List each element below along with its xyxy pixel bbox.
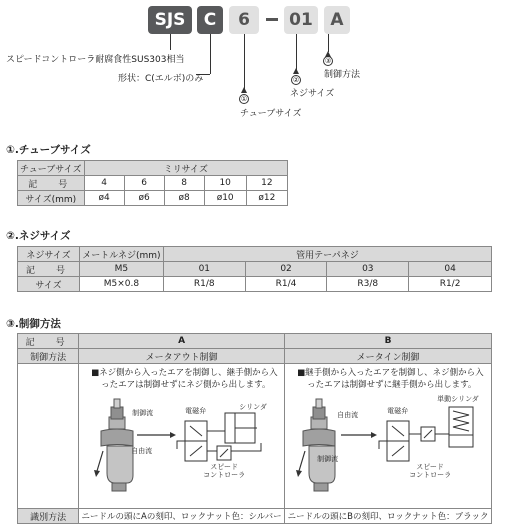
thread-size-title: ②.ネジサイズ	[6, 230, 71, 242]
marker-thread: ②	[292, 76, 300, 84]
tube-size: ø12	[246, 191, 287, 206]
thread-code: M5	[79, 262, 163, 277]
tube-size: ø4	[84, 191, 124, 206]
thread-code: 02	[245, 262, 327, 277]
control-method-b: メータイン制御	[285, 349, 492, 364]
label-b-speed-ctrl: スピード コントローラ	[409, 463, 452, 479]
label-b-valve: 電磁弁	[387, 407, 409, 415]
code-control: A	[324, 6, 350, 34]
tube-header-group: ミリサイズ	[84, 161, 287, 176]
tube-code: 4	[84, 176, 124, 191]
note-series: スピードコントローラ耐腐食性SUS303相当	[6, 55, 185, 65]
control-id-b: ニードルの頭にBの刻印、ロックナット色：ブラック	[285, 509, 492, 524]
thread-size-table	[17, 246, 492, 292]
tube-size: ø8	[164, 191, 204, 206]
tube-code: 6	[124, 176, 164, 191]
thread-code: 03	[327, 262, 409, 277]
thread-header-left: ネジサイズ	[18, 247, 80, 262]
thread-code: 01	[163, 262, 245, 277]
label-b-free-flow: 自由流	[337, 411, 359, 419]
thread-code: 04	[409, 262, 492, 277]
control-id-a: ニードルの頭にAの刻印、ロックナット色：シルバー	[79, 509, 285, 524]
tube-code: 8	[164, 176, 204, 191]
marker-control: ③	[324, 57, 332, 65]
tube-size-title: ①.チューブサイズ	[6, 144, 91, 156]
tube-code: 10	[204, 176, 246, 191]
control-code-b: B	[285, 334, 492, 349]
tube-header-left: チューブサイズ	[18, 161, 85, 176]
thread-code-label: 記 号	[18, 262, 80, 277]
control-method-a: メータアウト制御	[79, 349, 285, 364]
thread-size: M5×0.8	[79, 277, 163, 292]
code-dash	[266, 18, 278, 21]
code-thread: 01	[284, 6, 318, 34]
code-series: SJS	[148, 6, 192, 34]
tube-size: ø6	[124, 191, 164, 206]
control-desc-b: ■継手側から入ったエアを制御し、ネジ側から入ったエアは制御せずに継手側から出します。	[297, 368, 484, 390]
thread-size: R1/2	[409, 277, 492, 292]
label-b-cylinder: 単動シリンダ	[437, 395, 479, 403]
label-a-speed-ctrl: スピード コントローラ	[203, 463, 246, 479]
label-a-control-flow: 制御流	[132, 409, 154, 417]
control-cell-a	[79, 364, 285, 509]
control-method-label: 制御方法	[18, 349, 79, 364]
diagram-a	[85, 391, 278, 486]
tube-size: ø10	[204, 191, 246, 206]
label-b-control-flow: 制御流	[317, 455, 339, 463]
tube-size-label: サイズ(mm)	[18, 191, 85, 206]
control-cell-b	[285, 364, 492, 509]
code-shape: C	[197, 6, 223, 34]
code-tube: 6	[229, 6, 259, 34]
label-a-valve: 電磁弁	[185, 407, 207, 415]
thread-header-metric: メートルネジ(mm)	[79, 247, 163, 262]
thread-size-label: サイズ	[18, 277, 80, 292]
tube-code: 12	[246, 176, 287, 191]
marker-tube: ①	[240, 95, 248, 103]
note-control: 制御方法	[324, 70, 361, 80]
thread-size: R1/4	[245, 277, 327, 292]
thread-size: R3/8	[327, 277, 409, 292]
tube-size-table	[17, 160, 288, 206]
control-code-label: 記 号	[18, 334, 79, 349]
note-tube: チューブサイズ	[240, 109, 302, 119]
control-desc-a: ■ネジ側から入ったエアを制御し、継手側から入ったエアは制御せずにネジ側から出します。	[91, 368, 278, 390]
label-a-free-flow: 自由流	[131, 447, 153, 455]
thread-size: R1/8	[163, 277, 245, 292]
control-code-a: A	[79, 334, 285, 349]
control-method-table	[17, 333, 492, 524]
label-a-cylinder: シリンダ	[239, 403, 267, 411]
note-thread: ネジサイズ	[290, 89, 335, 99]
tube-code-label: 記 号	[18, 176, 85, 191]
thread-header-taper: 管用テーパネジ	[163, 247, 491, 262]
diagram-b	[291, 391, 485, 486]
note-shape: 形状：C(エルボ)のみ	[118, 74, 204, 84]
control-method-title: ③.制御方法	[6, 318, 61, 330]
control-id-label: 識別方法	[18, 509, 79, 524]
